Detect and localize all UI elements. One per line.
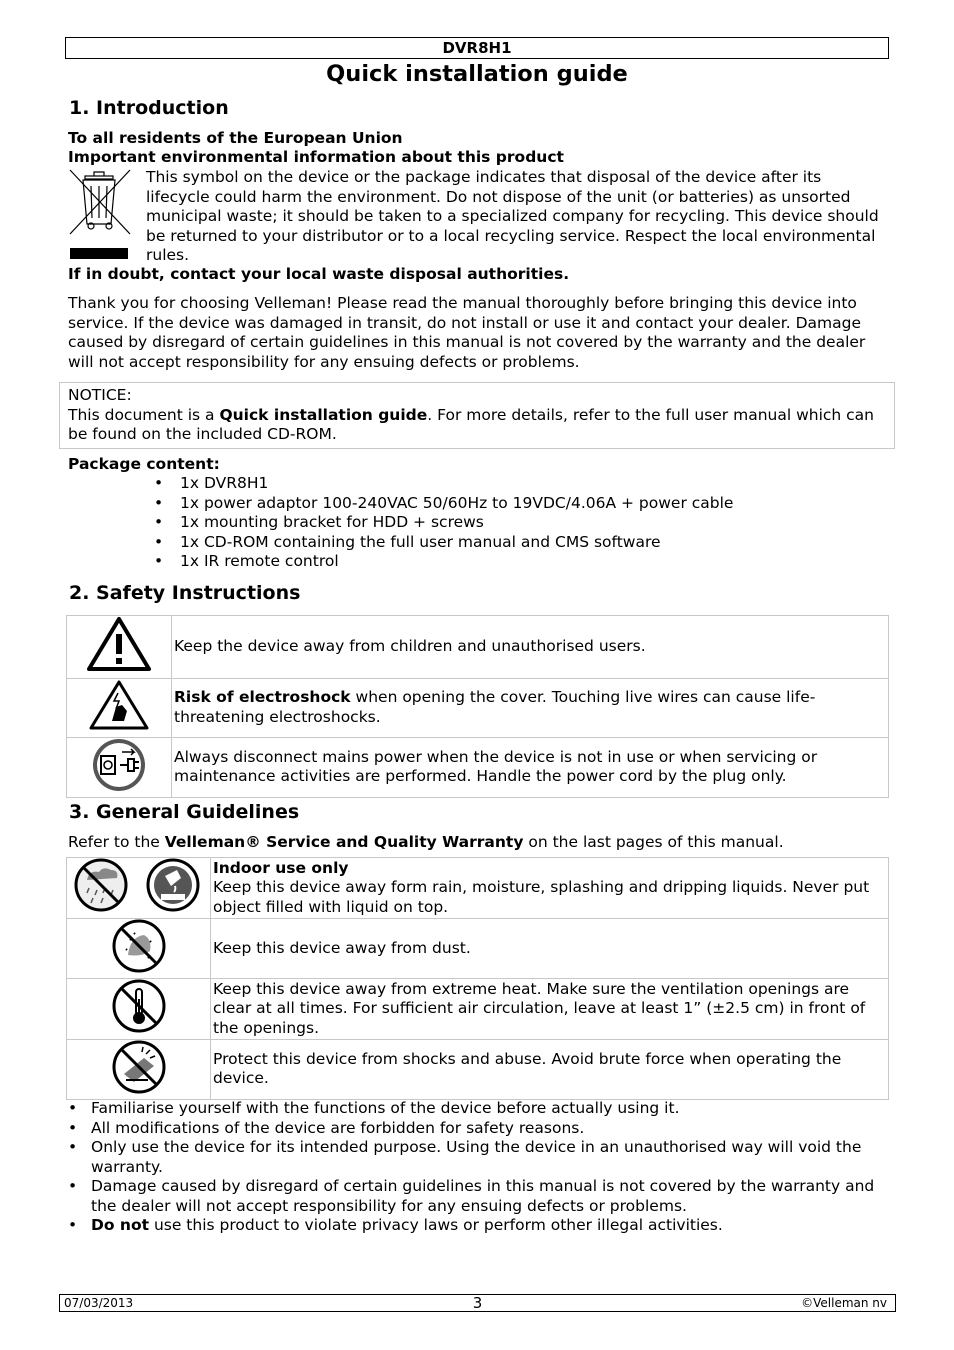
footer — [59, 1294, 896, 1312]
list-item: • 1x power adaptor 100-240VAC 50/60Hz to 19VDC/4.06A + power cable — [154, 494, 854, 514]
no-liquid-icon — [148, 860, 198, 910]
table-row — [67, 737, 889, 798]
table-row — [67, 979, 889, 1040]
eu-subheading: Important environmental information about this product — [68, 148, 564, 166]
safety-text-disconnect: Always disconnect mains power when the device is not in use or when servicing or maintenance activities are performed. Handle the power cord by the plug only. — [172, 737, 889, 798]
no-rain-icon — [76, 860, 126, 910]
disconnect-power-icon — [67, 737, 172, 798]
guideline-dust: Keep this device away from dust. — [211, 918, 889, 979]
list-item: • Familiarise yourself with the functions of the device before actually using it. — [68, 1099, 883, 1119]
indoor-use-icons — [67, 858, 211, 919]
electroshock-icon — [67, 678, 172, 737]
section-heading-general: 3. General Guidelines — [69, 801, 300, 823]
no-dust-icon — [67, 918, 211, 979]
guideline-heat: Keep this device away from extreme heat. Make sure the ventilation openings are clear at all times. For sufficient air circulation, leave at least 1” (±2.5 cm) in front of the openings. — [211, 979, 889, 1040]
list-item: • 1x mounting bracket for HDD + screws — [154, 513, 854, 533]
table-row — [67, 616, 889, 679]
package-heading: Package content: — [68, 455, 220, 473]
list-item: • Damage caused by disregard of certain guidelines in this manual is not covered by the warranty and the dealer will not accept responsibility for any ensuing defects or problems. — [68, 1177, 883, 1216]
package-list — [154, 474, 854, 572]
warning-icon — [67, 616, 172, 679]
list-item: • 1x DVR8H1 — [154, 474, 854, 494]
thanks-paragraph: Thank you for choosing Velleman! Please read the manual thoroughly before bringing this device into service. If the device was damaged in transit, do not install or use it and contact your dealer. Damage caused by disregard of certain guidelines in this manual is not covered by the warranty and the dealer will not accept responsibility for any ensuing defects or problems. — [68, 294, 866, 371]
notice-box — [59, 382, 895, 449]
table-row — [67, 1039, 889, 1100]
eu-body: This symbol on the device or the package indicates that disposal of the device after its lifecycle could harm the environment. Do not dispose of the unit (or batteries) as unsorted municipal waste; it should be taken to a specialized company for recycling. This device should be returned to your distributor or to a local recycling service. Respect the local environmental rules. — [146, 168, 879, 264]
notice-text: This document is a Quick installation guide. For more details, refer to the full user manual which can be found on the included CD-ROM. — [68, 405, 875, 443]
guideline-shock: Protect this device from shocks and abuse. Avoid brute force when operating the device. — [211, 1039, 889, 1100]
no-shock-icon — [67, 1039, 211, 1100]
list-item: • Do not use this product to violate privacy laws or perform other illegal activities. — [68, 1216, 883, 1236]
safety-text-electroshock: Risk of electroshock when opening the cover. Touching live wires can cause life-threatening electroshocks. — [172, 678, 889, 737]
page-number: 3 — [472, 1294, 483, 1312]
list-item: • All modifications of the device are forbidden for safety reasons. — [68, 1119, 883, 1139]
table-row — [67, 918, 889, 979]
eu-heading: To all residents of the European Union — [68, 129, 403, 147]
table-row — [67, 858, 889, 919]
table-row — [67, 678, 889, 737]
warranty-reference: Refer to the Velleman® Service and Quality Warranty on the last pages of this manual. — [68, 833, 784, 851]
footer-copyright: ©Velleman nv — [801, 1296, 887, 1310]
notice-label: NOTICE: — [68, 386, 132, 404]
footer-date: 07/03/2013 — [64, 1296, 134, 1310]
section-heading-introduction: 1. Introduction — [69, 97, 229, 119]
list-item: • 1x CD-ROM containing the full user manual and CMS software — [154, 533, 854, 553]
page-title: Quick installation guide — [326, 61, 628, 87]
safety-text-children: Keep the device away from children and unauthorised users. — [172, 616, 889, 679]
guideline-indoor: Indoor use only Keep this device away form rain, moisture, splashing and dripping liquids. Never put object filled with liquid on top. — [211, 858, 889, 919]
list-item: • 1x IR remote control — [154, 552, 854, 572]
guidelines-bullets — [68, 1099, 883, 1236]
weee-bin-icon — [68, 168, 132, 262]
guidelines-table — [66, 857, 889, 1100]
list-item: • Only use the device for its intended purpose. Using the device in an unauthorised way will void the warranty. — [68, 1138, 883, 1177]
eu-doubt: If in doubt, contact your local waste disposal authorities. — [68, 265, 570, 283]
header-model: DVR8H1 — [65, 37, 889, 59]
no-heat-icon — [67, 979, 211, 1040]
safety-table — [66, 615, 889, 798]
section-heading-safety: 2. Safety Instructions — [69, 582, 301, 604]
